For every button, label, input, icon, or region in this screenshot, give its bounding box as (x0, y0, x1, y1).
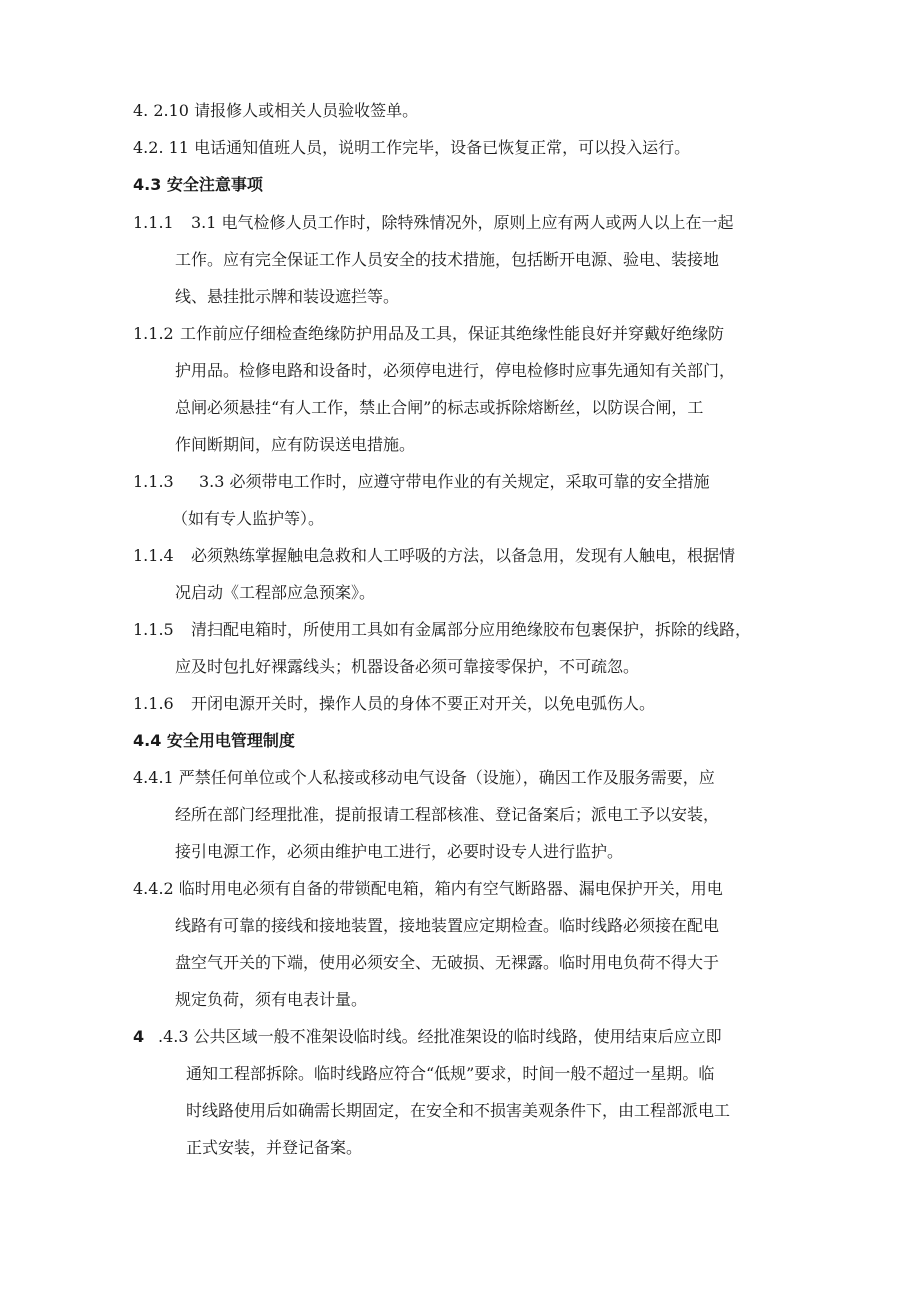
item-text: 作间断期间，应有防误送电措施。 (175, 435, 416, 454)
item-text: 规定负荷，须有电表计量。 (175, 990, 368, 1009)
item-number: 1.1.3 (133, 472, 174, 491)
item-text: 4.4.1 严禁任何单位或个人私接或移动电气设备（设施），确因工作及服务需要，应 (133, 768, 715, 787)
section-heading-4-4: 4.4 安全用电管理制度 (133, 731, 295, 750)
item-text: 线、悬挂批示牌和装设遮拦等。 (175, 287, 400, 306)
item-number: 1.1.6 (133, 694, 174, 713)
item-text: 总闸必须悬挂“有人工作，禁止合闸”的标志或拆除熔断丝，以防误合闸，工 (175, 398, 704, 417)
item-text: 应及时包扎好裸露线头；机器设备必须可靠接零保护，不可疏忽。 (175, 657, 640, 676)
item-number: 1.1.2 (133, 324, 174, 343)
item-text: 况启动《工程部应急预案》。 (175, 583, 376, 602)
item-number: 1.1.1 (133, 213, 174, 232)
item-text: 时线路使用后如确需长期固定，在安全和不损害美观条件下，由工程部派电工 (186, 1101, 731, 1120)
item-number: 1.1.4 (133, 546, 174, 565)
item-text: （如有专人监护等）。 (172, 509, 325, 528)
section-heading-4-3: 4.3 安全注意事项 (133, 175, 263, 194)
para-4-2-11: 4.2. 11 电话通知值班人员，说明工作完毕，设备已恢复正常，可以投入运行。 (133, 138, 691, 157)
item-text: 护用品。检修电路和设备时，必须停电进行，停电检修时应事先通知有关部门， (175, 361, 736, 380)
item-text: 通知工程部拆除。临时线路应符合“低规”要求，时间一般不超过一星期。临 (186, 1064, 715, 1083)
para-4-2-10: 4. 2.10 请报修人或相关人员验收签单。 (133, 101, 419, 120)
item-text: 工作前应仔细检查绝缘防护用品及工具，保证其绝缘性能良好并穿戴好绝缘防 (180, 324, 725, 343)
item-text: 接引电源工作，必须由维护电工进行，必要时设专人进行监护。 (175, 842, 624, 861)
item-text: 线路有可靠的接线和接地装置，接地装置应定期检查。临时线路必须接在配电 (175, 916, 720, 935)
item-text: 经所在部门经理批准，提前报请工程部核准、登记备案后；派电工予以安装， (175, 805, 720, 824)
item-text: 4.4.2 临时用电必须有自备的带锁配电箱，箱内有空气断路器、漏电保护开关，用电 (133, 879, 723, 898)
item-number-lead: 4 (133, 1027, 145, 1046)
item-text: 3.3 必须带电工作时，应遵守带电作业的有关规定，采取可靠的安全措施 (199, 472, 710, 491)
item-text: 清扫配电箱时，所使用工具如有金属部分应用绝缘胶布包裹保护，拆除的线路， (191, 620, 752, 639)
item-text: 正式安装，并登记备案。 (186, 1138, 363, 1157)
item-number: 1.1.5 (133, 620, 174, 639)
item-text: 必须熟练掌握触电急救和人工呼吸的方法，以备急用，发现有人触电，根据情 (191, 546, 736, 565)
item-text: 开闭电源开关时，操作人员的身体不要正对开关，以免电弧伤人。 (191, 694, 656, 713)
item-text: 工作。应有完全保证工作人员安全的技术措施，包括断开电源、验电、装接地 (175, 250, 720, 269)
item-text: .4.3 公共区域一般不准架设临时线。经批准架设的临时线路，使用结束后应立即 (158, 1027, 722, 1046)
item-text: 盘空气开关的下端，使用必须安全、无破损、无裸露。临时用电负荷不得大于 (175, 953, 720, 972)
item-text: 3.1 电气检修人员工作时，除特殊情况外，原则上应有两人或两人以上在一起 (191, 213, 734, 232)
